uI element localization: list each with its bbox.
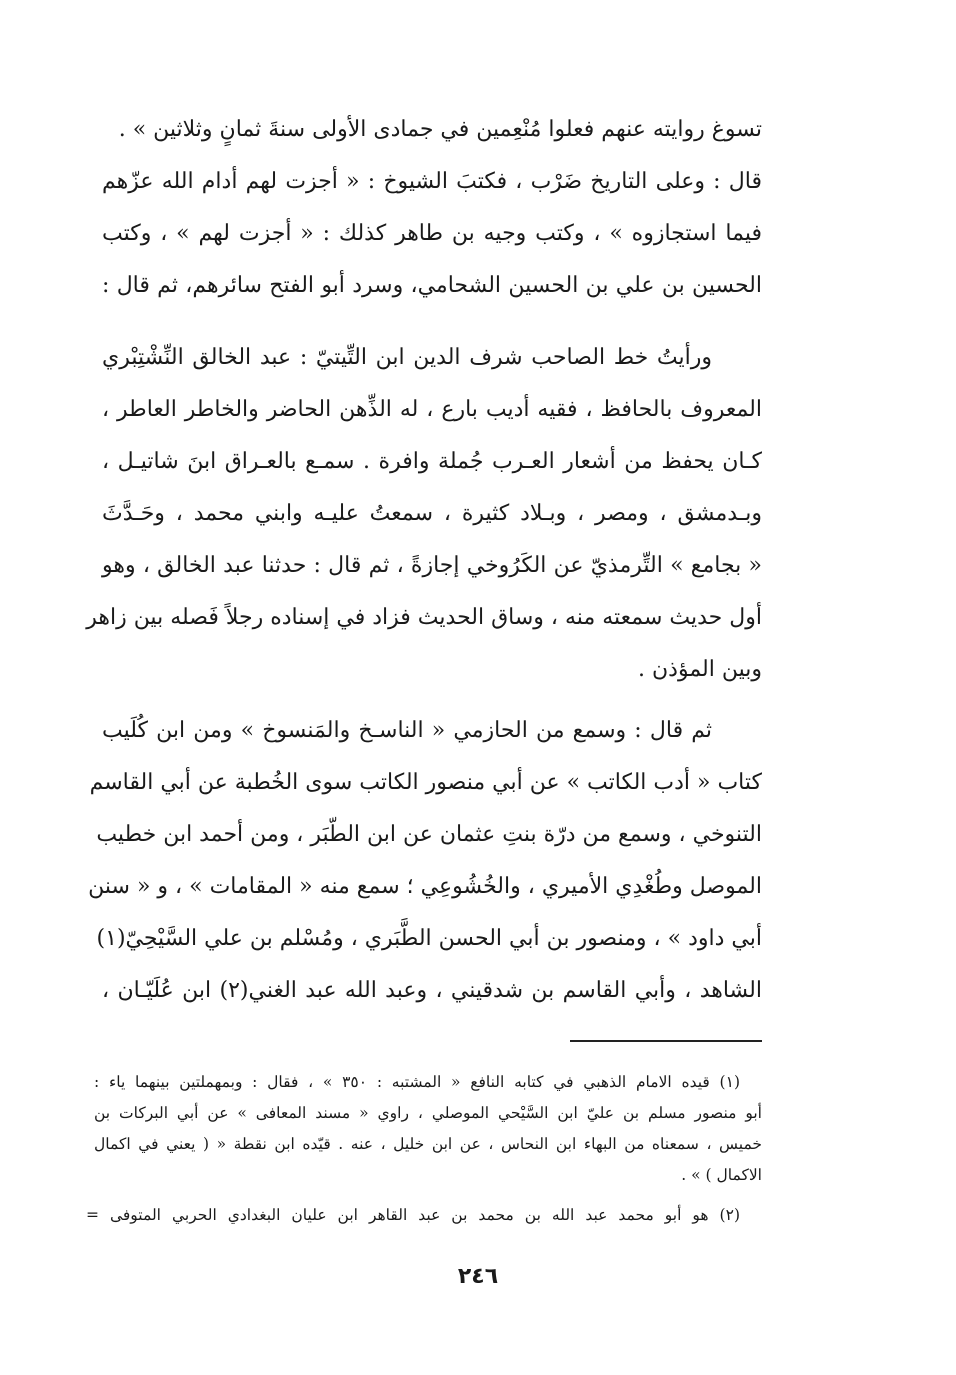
text-line: فيما استجازوه » ، وكتب وجيه بن طاهر كذلك : « أجزت لهم » ، وكتب (102, 221, 762, 246)
text-line: التنوخي ، وسمع من درّة بنتِ عثمان عن ابن الطّبَر ، ومن أحمد ابن خطيب (96, 822, 762, 847)
footnote-1 (94, 1067, 762, 1191)
text-line: المعروف بالحافظ ، فقيه أديب بارع ، له الذِّهن الحاضر والخاطر العاطر ، (102, 397, 762, 422)
paragraph-3 (88, 705, 762, 1017)
footnote-2 (86, 1200, 762, 1231)
page-number: ٢٤٦ (457, 1264, 499, 1289)
text-line: ثم قال : وسمع من الحازمي « الناسـخ والمَنسوخ » ومن ابن كُلَيب (102, 718, 712, 743)
text-line: « بجامع » التِّرمذيّ عن الكَرُوخي إجازةً ، ثم قال : حدثنا عبد الخالق ، وهو (102, 553, 762, 578)
text-line: وبـدمشق ، ومصر ، وبـلاد كثيرة ، سمعتُ عليـه وابني محمد ، وحَـدَّثَ (102, 501, 762, 526)
text-line: كتاب « أدب الكاتب » عن أبي منصور الكاتب سوى الخُطبة عن أبي القاسم (89, 770, 762, 795)
text-line: كـان يحفظ من أشعار العـرب جُملة وافرة . سمـع بالعـراق ابنَ شاتيـل ، (102, 449, 762, 474)
text-line: الحسين بن علي بن الحسين الشحامي، وسرد أبو الفتح سائرهم، ثم قال : (102, 273, 762, 298)
text-line: قال : وعلى التاريخ ضَرْب ، فكتبَ الشيوخ : « أجزت لهم أدام الله عزّهم (102, 169, 762, 194)
footnote-line: الاكمال ) » . (681, 1166, 762, 1184)
footnote-separator (570, 1040, 762, 1042)
text-line: أول حديث سمعته منه ، وساق الحديث فزاد في إسناده رجلاً فَصله بين زاهر (86, 605, 762, 630)
text-line: وبين المؤذن . (638, 657, 762, 682)
footnote-line: (١) قيده الامام الذهبي في كتابه النافع « المشتبه : ٣٥٠ » ، فقال : وبمهملتين بينهما ياء : (94, 1073, 740, 1091)
paragraph-1 (102, 104, 762, 312)
footnote-line: (٢) هو أبو محمد عبد الله بن محمد بن عبد القاهر ابن عليان البغدادي الحربي المتوفى = (86, 1206, 740, 1224)
text-line: ورأيتُ خط الصاحب شرف الدين ابن التِّيتيّ : عبد الخالق النِّشْتِبْري (102, 345, 712, 370)
text-line: الشاهد ، وأبي القاسم بن شدقيني ، وعبد الله عبد الغني(٢) ابن عُلَيّـان ، (102, 978, 762, 1003)
text-line: أبي داود » ، ومنصور بن أبي الحسن الطَّبَري ، ومُسْلم بن علي السَّيْحِيّ(١) (96, 926, 762, 951)
text-line: الموصل وطُغْدِي الأميري ، والخُشُوعِي ؛ سمع منه « المقامات » ، و « سنن (88, 874, 762, 899)
paragraph-2 (86, 332, 762, 696)
footnote-line: أبو منصور مسلم بن عليّ ابن السَّيْحي الموصلي ، راوي « مسند المعافى » عن أبي البركات بن (94, 1104, 762, 1122)
text-line: تسوغ روايته عنهم فعلوا مُنْعِمين في جمادى الأولى سنةَ ثمانٍ وثلاثين » . (118, 117, 762, 142)
footnote-line: خميس ، سمعناه من البهاء ابن النحاس ، عن ابن خليل ، عنه . قيّده ابن نقطة « ( يعني في اكمال (94, 1135, 762, 1153)
